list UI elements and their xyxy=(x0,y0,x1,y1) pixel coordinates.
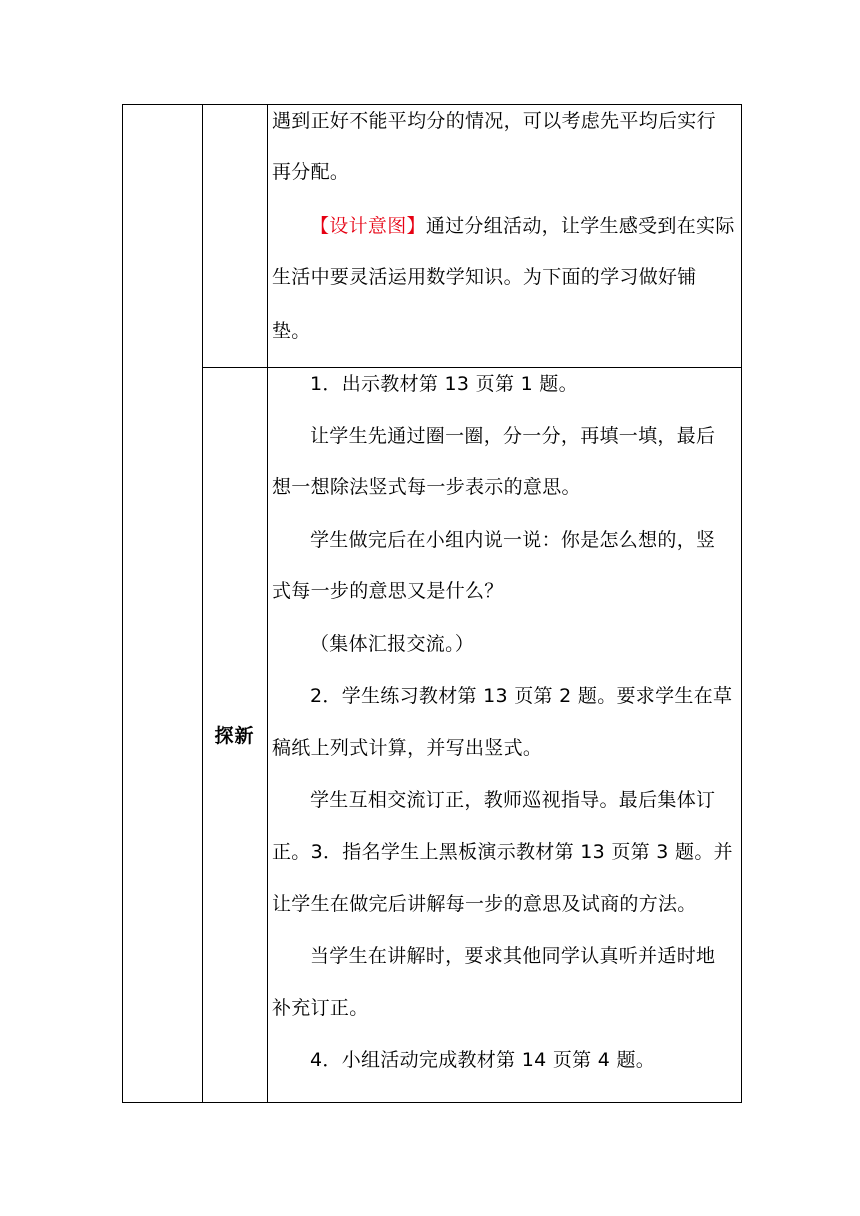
text-line: 正。3．指名学生上黑板演示教材第 13 页第 3 题。并 xyxy=(272,841,733,863)
design-intent-line xyxy=(310,213,735,240)
column-divider xyxy=(202,105,203,1102)
column-divider xyxy=(267,105,268,1102)
design-intent-text: 通过分组活动，让学生感受到在实际 xyxy=(425,215,735,237)
stage-label-explore: 探新 xyxy=(214,725,255,747)
lesson-plan-table xyxy=(122,104,742,1103)
text-line: 当学生在讲解时，要求其他同学认真听并适时地 xyxy=(310,945,716,967)
text-line: 2．学生练习教材第 13 页第 2 题。要求学生在草 xyxy=(310,685,733,707)
text-line: 稿纸上列式计算，并写出竖式。 xyxy=(272,737,543,759)
text-line: 生活中要灵活运用数学知识。为下面的学习做好铺 xyxy=(272,266,697,288)
text-line: （集体汇报交流。） xyxy=(310,633,475,655)
text-line: 让学生在做完后讲解每一步的意思及试商的方法。 xyxy=(272,893,697,915)
text-line: 想一想除法竖式每一步表示的意思。 xyxy=(272,476,581,498)
text-line: 再分配。 xyxy=(272,161,350,183)
text-line: 学生做完后在小组内说一说：你是怎么想的，竖 xyxy=(310,529,716,551)
text-line: 1．出示教材第 13 页第 1 题。 xyxy=(310,373,578,395)
text-line: 让学生先通过圈一圈，分一分，再填一填，最后 xyxy=(310,425,716,447)
text-line: 补充订正。 xyxy=(272,997,369,1019)
text-line: 遇到正好不能平均分的情况，可以考虑先平均后实行 xyxy=(272,110,716,132)
design-intent-label: 【设计意图】 xyxy=(310,215,426,237)
text-line: 垫。 xyxy=(272,320,311,342)
row-divider xyxy=(202,367,741,368)
text-line: 学生互相交流订正，教师巡视指导。最后集体订 xyxy=(310,789,716,811)
text-line: 式每一步的意思又是什么？ xyxy=(272,580,504,602)
text-line: 4．小组活动完成教材第 14 页第 4 题。 xyxy=(310,1049,656,1071)
